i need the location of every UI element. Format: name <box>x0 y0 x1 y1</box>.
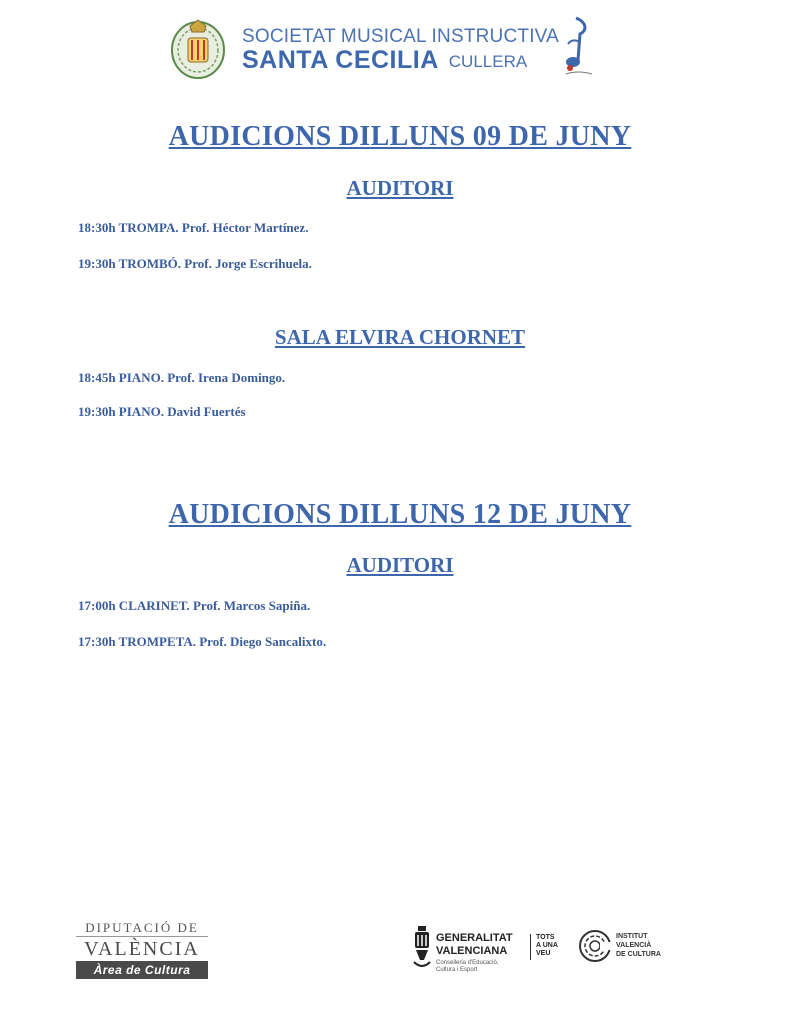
venue-title: AUDITORI <box>346 176 454 200</box>
generalitat-sub2: Cultura i Esport <box>436 967 478 973</box>
generalitat-divider <box>530 934 531 960</box>
ivc-emblem-icon <box>578 928 612 964</box>
org-line2 <box>242 46 527 75</box>
generalitat-line1: GENERALITAT <box>436 932 513 944</box>
tots-line1: TOTS <box>536 934 555 941</box>
generalitat-line2: VALENCIANA <box>436 945 508 957</box>
section-title: AUDICIONS DILLUNS 12 DE JUNY <box>168 499 632 530</box>
diputacio-line2: VALÈNCIA <box>84 938 200 960</box>
diputacio-line1: DIPUTACIÓ DE <box>76 920 208 937</box>
generalitat-sub1: Conselleria d'Educació, <box>436 960 499 966</box>
ivc-logo <box>578 928 678 968</box>
venue-title: AUDITORI <box>346 553 454 577</box>
tots-line2: A UNA <box>536 942 558 949</box>
schedule-entry: 18:30h TROMPA. Prof. Héctor Martínez. <box>78 220 309 235</box>
generalitat-logo <box>412 926 562 978</box>
schedule-entry: 18:45h PIANO. Prof. Irena Domingo. <box>78 370 286 385</box>
venue-title: SALA ELVIRA CHORNET <box>274 325 526 349</box>
schedule-entry: 19:30h TROMBÓ. Prof. Jorge Escrihuela. <box>78 256 312 271</box>
tots-a-una-veu <box>536 934 558 958</box>
ivc-line1: INSTITUT <box>616 933 648 940</box>
music-note-logo-icon <box>558 14 598 80</box>
generalitat-emblem-icon <box>412 926 432 972</box>
org-name: SANTA CECILIA <box>242 46 439 74</box>
org-line1: SOCIETAT MUSICAL INSTRUCTIVA <box>242 26 560 47</box>
schedule-entry: 19:30h PIANO. David Fuertés <box>78 404 246 419</box>
diputacio-logo <box>76 920 208 984</box>
ivc-line3: DE CULTURA <box>616 951 661 958</box>
crest-icon <box>170 16 226 80</box>
org-city: CULLERA <box>448 52 528 71</box>
diputacio-line3: Àrea de Cultura <box>76 961 208 979</box>
schedule-entry: 17:00h CLARINET. Prof. Marcos Sapiña. <box>78 598 311 613</box>
ivc-line2: VALENCIÀ <box>616 942 652 949</box>
schedule-entry: 17:30h TROMPETA. Prof. Diego Sancalixto. <box>78 634 327 649</box>
generalitat-name <box>436 932 513 958</box>
tots-line3: VEU <box>536 950 551 957</box>
ivc-name <box>616 932 661 959</box>
section-title: AUDICIONS DILLUNS 09 DE JUNY <box>168 121 632 152</box>
header-logo <box>170 14 610 84</box>
generalitat-conselleria <box>436 960 499 974</box>
